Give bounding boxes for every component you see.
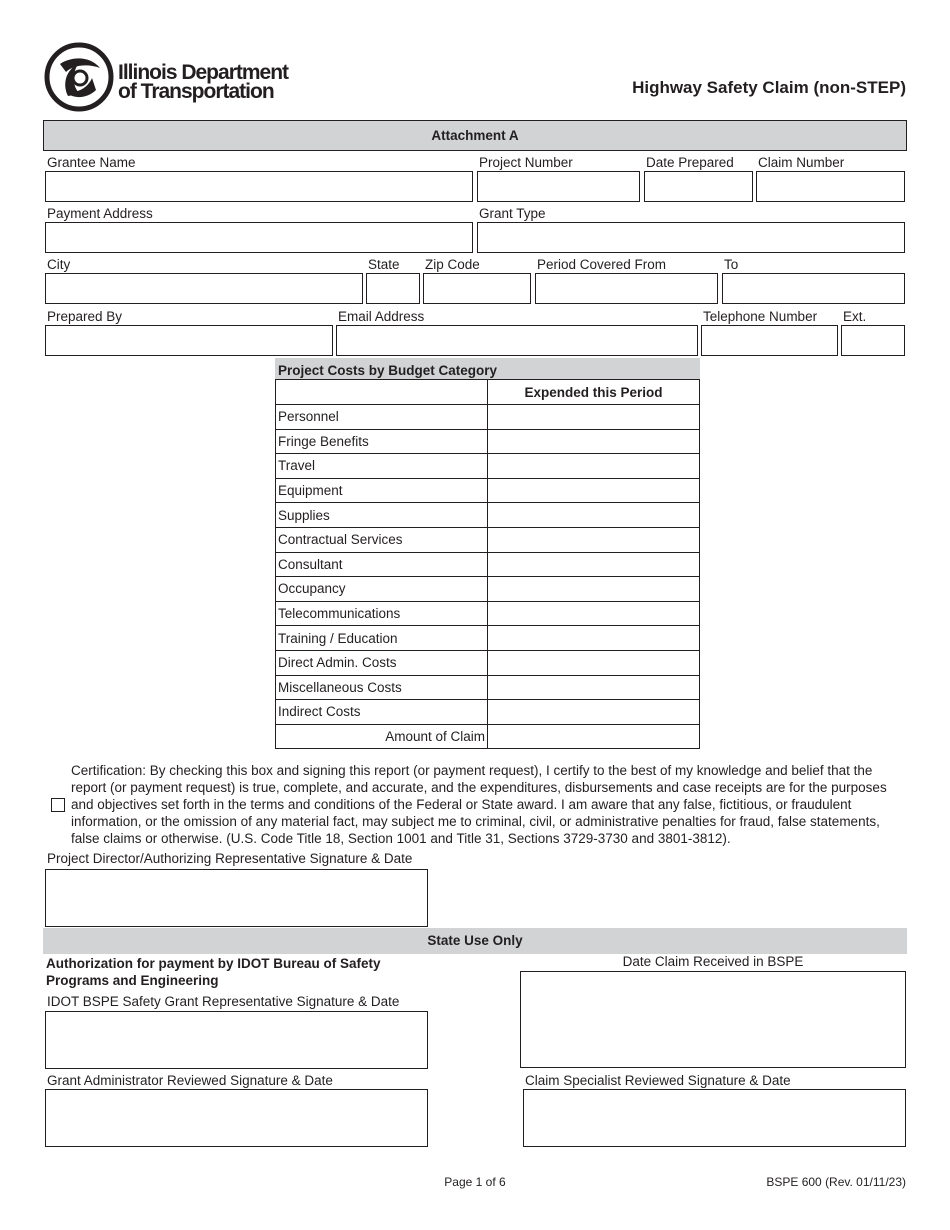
telephone-field[interactable] bbox=[701, 325, 838, 356]
budget-category-label: Training / Education bbox=[276, 626, 488, 651]
grant-type-label: Grant Type bbox=[479, 206, 546, 221]
city-label: City bbox=[47, 257, 71, 272]
state-field[interactable] bbox=[366, 273, 420, 304]
budget-amount-field[interactable] bbox=[488, 527, 700, 552]
budget-category-label: Equipment bbox=[276, 478, 488, 503]
budget-amount-field[interactable] bbox=[488, 405, 700, 430]
budget-category-label: Occupancy bbox=[276, 577, 488, 602]
grant-type-field[interactable] bbox=[477, 222, 905, 253]
period-to-field[interactable] bbox=[722, 273, 905, 304]
state-label: State bbox=[368, 257, 400, 272]
authorization-heading-line2: Programs and Engineering bbox=[46, 973, 219, 988]
budget-amount-field[interactable] bbox=[488, 577, 700, 602]
budget-total-row bbox=[276, 724, 700, 749]
amount-of-claim-label: Amount of Claim bbox=[276, 724, 488, 749]
grant-admin-signature-field[interactable] bbox=[45, 1089, 428, 1147]
budget-row bbox=[276, 650, 700, 675]
budget-category-label: Telecommunications bbox=[276, 601, 488, 626]
budget-row bbox=[276, 700, 700, 725]
director-signature-label: Project Director/Authorizing Representative Signature & Date bbox=[47, 851, 413, 866]
authorization-heading-line1: Authorization for payment by IDOT Bureau of Safety bbox=[46, 956, 381, 971]
budget-amount-field[interactable] bbox=[488, 650, 700, 675]
date-prepared-label: Date Prepared bbox=[646, 155, 734, 170]
claim-number-field[interactable] bbox=[756, 171, 905, 202]
zip-code-field[interactable] bbox=[423, 273, 531, 304]
budget-amount-field[interactable] bbox=[488, 503, 700, 528]
period-from-label: Period Covered From bbox=[537, 257, 667, 272]
budget-amount-field[interactable] bbox=[488, 454, 700, 479]
budget-row bbox=[276, 527, 700, 552]
email-field[interactable] bbox=[336, 325, 698, 356]
budget-header-blank bbox=[276, 380, 488, 405]
budget-row bbox=[276, 478, 700, 503]
budget-category-label: Travel bbox=[276, 454, 488, 479]
payment-address-label: Payment Address bbox=[47, 206, 153, 221]
grantee-name-field[interactable] bbox=[45, 171, 473, 202]
budget-row bbox=[276, 503, 700, 528]
idot-logo-icon bbox=[44, 42, 114, 112]
prepared-by-field[interactable] bbox=[45, 325, 333, 356]
idot-logo bbox=[44, 42, 114, 112]
agency-name-line1: Illinois Department bbox=[118, 61, 289, 84]
certification-text: Certification: By checking this box and signing this report (or payment request), I certify to the best of my knowledge and belief that the report (or payment request) is true, complete, and accurate, and the expenditures, disbursements and case receipts are for the purposes and objectives set forth in the terms and conditions of the Federal or State award. I am aware that any false, fictitious, or fraudulent information, or the omission of any material fact, may subject me to criminal, civil, or administrative penalties for fraud, false statements, false claims or otherwise. (U.S. Code Title 18, Section 1001 and Title 31, Sections 3729-3730 and 3801-3812). bbox=[71, 763, 887, 846]
prepared-by-label: Prepared By bbox=[47, 309, 123, 324]
budget-table-title: Project Costs by Budget Category bbox=[276, 359, 700, 380]
bspe-rep-signature-field[interactable] bbox=[45, 1011, 428, 1069]
date-received-field[interactable] bbox=[520, 971, 906, 1068]
budget-amount-field[interactable] bbox=[488, 675, 700, 700]
budget-category-label: Miscellaneous Costs bbox=[276, 675, 488, 700]
form-title: Highway Safety Claim (non-STEP) bbox=[632, 78, 906, 97]
payment-address-field[interactable] bbox=[45, 222, 473, 253]
project-number-label: Project Number bbox=[479, 155, 573, 170]
date-received-label: Date Claim Received in BSPE bbox=[622, 954, 804, 969]
budget-amount-field[interactable] bbox=[488, 478, 700, 503]
agency-name-line2: of Transportation bbox=[118, 80, 274, 103]
budget-table bbox=[275, 358, 700, 749]
ext-label: Ext. bbox=[843, 309, 867, 324]
city-field[interactable] bbox=[45, 273, 363, 304]
project-number-field[interactable] bbox=[477, 171, 640, 202]
budget-category-label: Direct Admin. Costs bbox=[276, 650, 488, 675]
budget-amount-field[interactable] bbox=[488, 626, 700, 651]
amount-of-claim-field[interactable] bbox=[488, 724, 700, 749]
budget-row bbox=[276, 454, 700, 479]
page-number: Page 1 of 6 bbox=[444, 1175, 506, 1189]
grantee-name-label: Grantee Name bbox=[47, 155, 136, 170]
email-label: Email Address bbox=[338, 309, 425, 324]
budget-category-label: Personnel bbox=[276, 405, 488, 430]
budget-category-label: Consultant bbox=[276, 552, 488, 577]
attachment-title: Attachment A bbox=[43, 120, 907, 151]
period-to-label: To bbox=[724, 257, 739, 272]
budget-row bbox=[276, 405, 700, 430]
budget-amount-field[interactable] bbox=[488, 601, 700, 626]
claim-specialist-signature-field[interactable] bbox=[523, 1089, 906, 1147]
budget-amount-field[interactable] bbox=[488, 552, 700, 577]
form-number: BSPE 600 (Rev. 01/11/23) bbox=[766, 1175, 906, 1189]
budget-amount-field[interactable] bbox=[488, 429, 700, 454]
director-signature-field[interactable] bbox=[45, 869, 428, 927]
budget-amount-field[interactable] bbox=[488, 700, 700, 725]
budget-row bbox=[276, 429, 700, 454]
bspe-rep-signature-label: IDOT BSPE Safety Grant Representative Signature & Date bbox=[47, 994, 400, 1009]
ext-field[interactable] bbox=[841, 325, 905, 356]
period-from-field[interactable] bbox=[535, 273, 718, 304]
budget-category-label: Supplies bbox=[276, 503, 488, 528]
budget-category-label: Indirect Costs bbox=[276, 700, 488, 725]
expended-column-header: Expended this Period bbox=[488, 380, 700, 405]
budget-row bbox=[276, 601, 700, 626]
certification-checkbox[interactable] bbox=[51, 798, 65, 812]
claim-specialist-signature-label: Claim Specialist Reviewed Signature & Date bbox=[525, 1073, 791, 1088]
budget-category-label: Fringe Benefits bbox=[276, 429, 488, 454]
budget-row bbox=[276, 675, 700, 700]
budget-row bbox=[276, 552, 700, 577]
state-use-title: State Use Only bbox=[43, 928, 907, 954]
date-prepared-field[interactable] bbox=[644, 171, 753, 202]
grant-admin-signature-label: Grant Administrator Reviewed Signature & Date bbox=[47, 1073, 333, 1088]
claim-number-label: Claim Number bbox=[758, 155, 845, 170]
budget-category-label: Contractual Services bbox=[276, 527, 488, 552]
zip-code-label: Zip Code bbox=[425, 257, 480, 272]
budget-row bbox=[276, 626, 700, 651]
budget-row bbox=[276, 577, 700, 602]
telephone-label: Telephone Number bbox=[703, 309, 818, 324]
